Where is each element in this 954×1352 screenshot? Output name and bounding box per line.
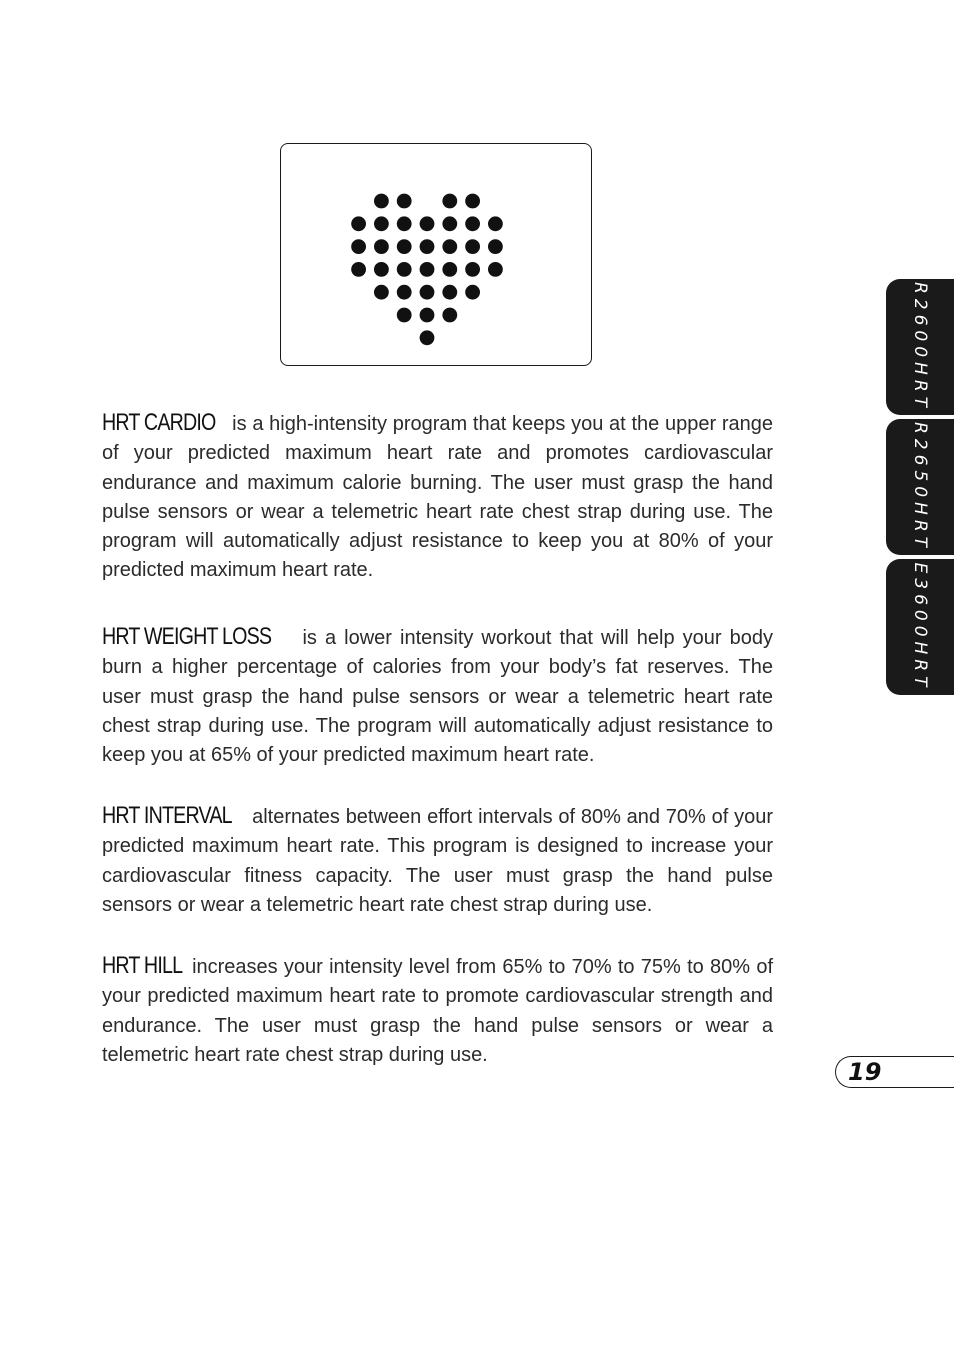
heart-dot [420,330,435,345]
section-term: HRT WEIGHT LOSS [102,623,272,650]
heart-dot [397,285,412,300]
section-term: HRT INTERVAL [102,802,232,829]
section-text: increases your intensity level from 65% to 70% to 75% to 80% of your predicted maximum heart rate to promote cardiovascular strength and endurance. The user must grasp the hand pulse sensors or wear a telemetric heart rate chest strap during use. [102,956,773,1066]
heart-dot [397,194,412,209]
heart-dot [465,262,480,277]
heart-dot [351,239,366,254]
heart-dot [397,262,412,277]
section-hrt-hill [102,951,773,1070]
heart-dot [488,239,503,254]
heart-dot-matrix [281,144,593,367]
heart-dot [374,262,389,277]
heart-dot [374,194,389,209]
heart-dot [442,262,457,277]
section-term: HRT CARDIO [102,409,216,436]
heart-dot [420,285,435,300]
section-hrt-cardio [102,408,773,586]
heart-dot [351,216,366,231]
heart-dot [442,216,457,231]
page-number-badge [835,1056,954,1088]
side-tab-e3600hrt [886,559,954,695]
heart-dot [488,216,503,231]
side-tab-label: E3600HRT [910,562,930,692]
heart-dot [465,285,480,300]
heart-dot [397,239,412,254]
heart-dot [420,216,435,231]
side-tab-label: R2600HRT [910,281,930,413]
heart-dot [351,262,366,277]
heart-dot [442,194,457,209]
side-tab-r2600hrt [886,279,954,415]
heart-dot [374,239,389,254]
section-hrt-weight-loss [102,622,773,770]
heart-dot [465,239,480,254]
heart-dot [420,308,435,323]
heart-dot [488,262,503,277]
section-text: is a high-intensity program that keeps you at the upper range of your predicted maximum heart rate and promotes cardiovascular endurance and maximum calorie burning. The user must grasp the hand pulse sensors or wear a telemetric heart rate chest strap during use. The program will automatically adjust resistance to keep you at 80% of your predicted maximum heart rate. [102,413,773,582]
heart-dot [442,239,457,254]
page-number: 19 [848,1058,882,1086]
section-hrt-interval [102,801,773,920]
heart-dot [397,308,412,323]
heart-dot [442,285,457,300]
heart-dot [420,262,435,277]
side-tab-r2650hrt [886,419,954,555]
section-text: is a lower intensity workout that will help your body burn a higher percentage of calories from your body’s fat reserves. The user must grasp the hand pulse sensors or wear a telemetric heart rate chest strap during use. The program will automatically adjust resistance to keep you at 65% of your predicted maximum heart rate. [102,627,773,767]
heart-dot [465,216,480,231]
heart-dot [374,285,389,300]
section-term: HRT HILL [102,952,183,979]
heart-dot [397,216,412,231]
heart-dot [420,239,435,254]
heart-dot [442,308,457,323]
side-tab-label: R2650HRT [910,421,930,553]
heart-display-panel [280,143,592,366]
heart-dot [374,216,389,231]
heart-dot [465,194,480,209]
section-text: alternates between effort intervals of 80% and 70% of your predicted maximum heart rate. This program is designed to increase your cardiovascular fitness capacity. The user must grasp the hand pulse sensors or wear a telemetric heart rate chest strap during use. [102,806,773,916]
